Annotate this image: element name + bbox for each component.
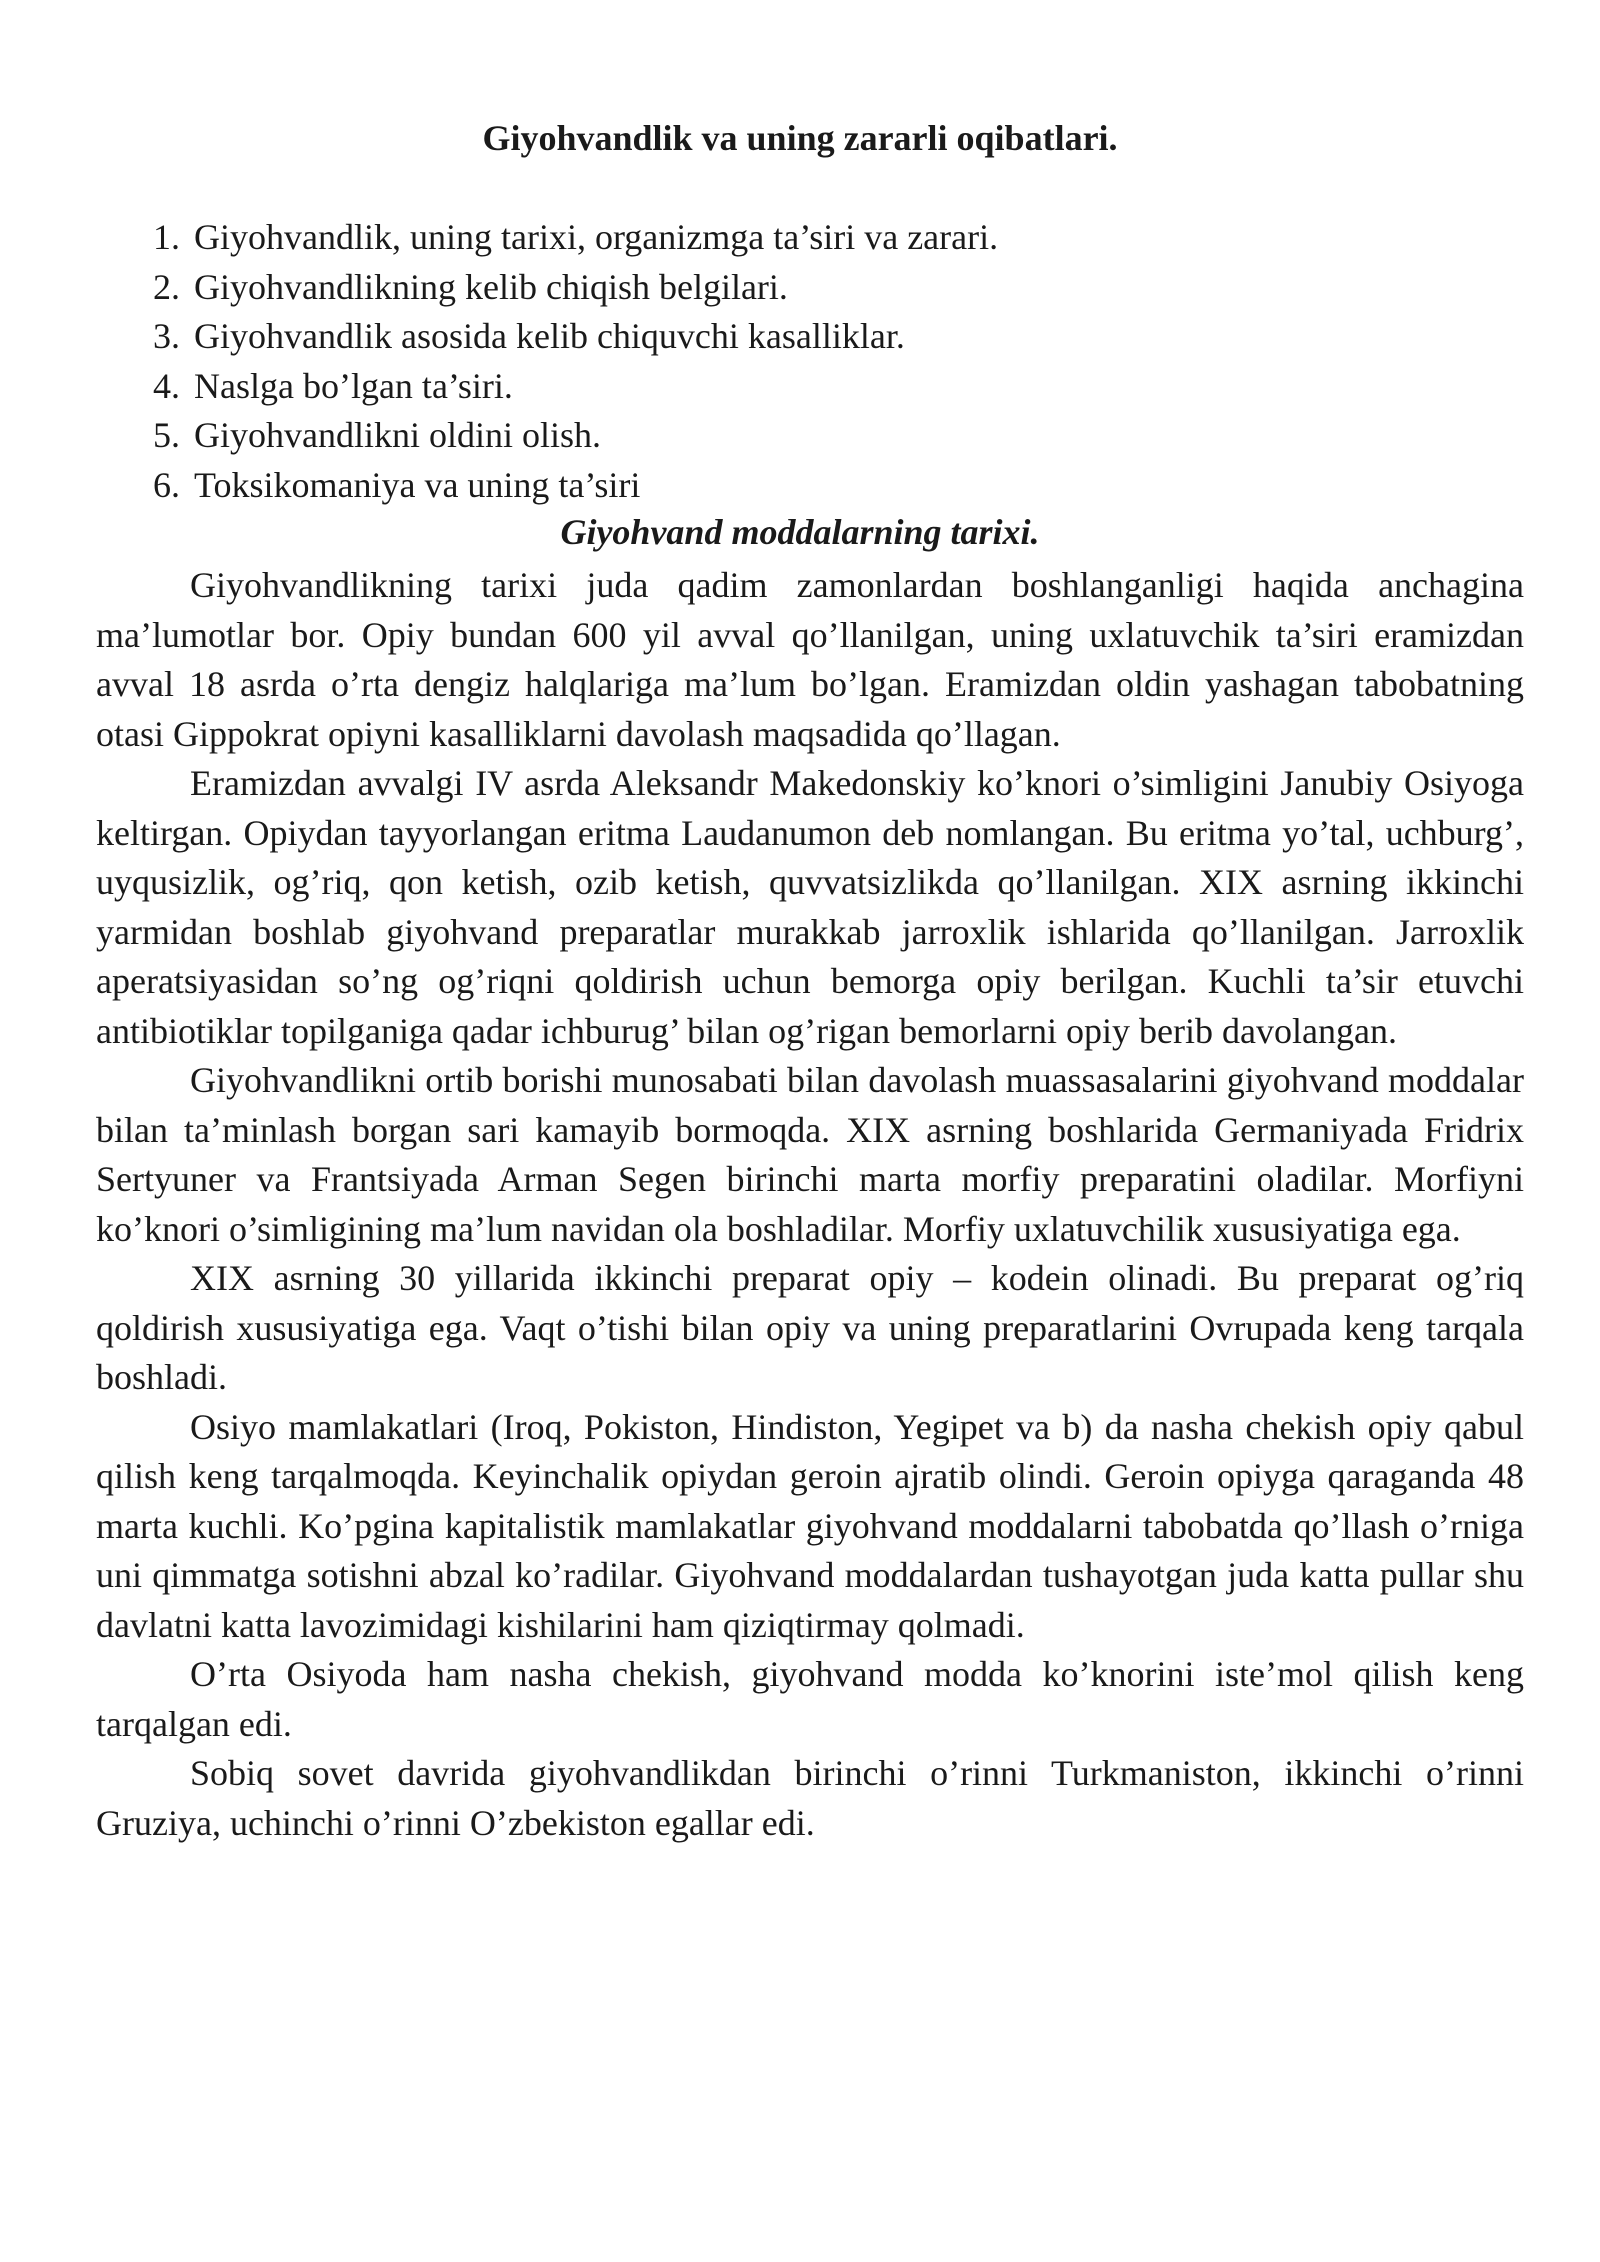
body-paragraph: Giyohvandlikni ortib borishi munosabati bilan davolash muassasalarini giyohvand moddalar bilan ta’minlash borgan sari kamayib bormoqda. XIX asrning boshlarida Germaniyada Fridrix Sertyuner va Frantsiyada Arman Segen birinchi marta morfiy preparatini oladilar. Morfiyni ko’knori o’simligining ma’lum navidan ola boshladilar. Morfiy uxlatuvchilik xususiyatiga ega. [96,1060,1524,1249]
outline-item-text: Giyohvandlik asosida kelib chiquvchi kasalliklar. [194,316,905,356]
outline-item-number: 6. [153,464,180,505]
outline-item [140,362,1520,412]
section-title: Giyohvand moddalarning tarixi. [560,512,1040,552]
outline-item-number: 2. [153,266,180,307]
body-paragraph: Sobiq sovet davrida giyohvandlikdan birinchi o’rinni Turkmaniston, ikkinchi o’rinni Gruziya, uchinchi o’rinni O’zbekiston egallar edi. [96,1753,1524,1843]
outline-item [140,263,1520,313]
outline-item-text: Giyohvandlikni oldini olish. [194,415,602,455]
outline-item-number: 4. [153,365,180,406]
outline-item [140,312,1520,362]
document-title: Giyohvandlik va uning zararli oqibatlari. [482,118,1118,158]
outline-item [140,461,1520,511]
outline-item-text: Giyohvandlikning kelib chiqish belgilari. [194,266,788,307]
topic-outline-list [140,213,1520,510]
outline-item-number: 3. [153,316,180,356]
outline-item [140,411,1520,461]
outline-item [140,213,1520,263]
outline-item-number: 5. [153,415,180,455]
outline-item-text: Toksikomaniya va uning ta’siri [194,464,641,505]
body-paragraph: Eramizdan avvalgi IV asrda Aleksandr Makedonskiy ko’knori o’simligini Janubiy Osiyoga keltirgan. Opiydan tayyorlangan eritma Laudanumon deb nomlangan. Bu eritma yo’tal, uchburg’, uyqusizlik, og’riq, qon ketish, ozib ketish, quvvatsizlikda qo’llanilgan. XIX asrning ikkinchi yarmidan boshlab giyohvand preparatlar murakkab jarroxlik ishlarida qo’llanilgan. Jarroxlik aperatsiyasidan so’ng og’riqni qoldirish uchun bemorga opiy berilgan. Kuchli ta’sir etuvchi antibiotiklar topilganiga qadar ichburug’ bilan og’rigan bemorlarni opiy berib davolangan. [96,763,1524,1051]
outline-item-number: 1. [153,217,180,257]
outline-item-text: Naslga bo’lgan ta’siri. [194,365,513,406]
body-paragraph: Osiyo mamlakatlari (Iroq, Pokiston, Hindiston, Yegipet va b) da nasha chekish opiy qabul qilish keng tarqalmoqda. Keyinchalik opiydan geroin ajratib olindi. Geroin opiyga qaraganda 48 marta kuchli. Ko’pgina kapitalistik mamlakatlar giyohvand moddalarni tabobatda qo’llash o’rniga uni qimmatga sotishni abzal ko’radilar. Giyohvand moddalardan tushayotgan juda katta pullar shu davlatni katta lavozimidagi kishilarini ham qiziqtirmay qolmadi. [96,1406,1524,1645]
outline-item-text: Giyohvandlik, uning tarixi, organizmga ta’siri va zarari. [194,217,999,257]
body-paragraph: Giyohvandlikning tarixi juda qadim zamonlardan boshlanganligi haqida anchagina ma’lumotlar bor. Opiy bundan 600 yil avval qo’llanilgan, uning uxlatuvchik ta’siri eramizdan avval 18 asrda o’rta dengiz halqlariga ma’lum bo’lgan. Eramizdan oldin yashagan tabobatning otasi Gippokrat opiyni kasalliklarni davolash maqsadida qo’llagan. [96,565,1524,754]
body-paragraph: O’rta Osiyoda ham nasha chekish, giyohvand modda ko’knorini iste’mol qilish keng tarqalgan edi. [96,1654,1524,1744]
body-text [96,561,1524,1848]
body-paragraph: XIX asrning 30 yillarida ikkinchi preparat opiy – kodein olinadi. Bu preparat og’riq qoldirish xususiyatiga ega. Vaqt o’tishi bilan opiy va uning preparatlarini Ovrupada keng tarqala boshladi. [96,1258,1524,1397]
